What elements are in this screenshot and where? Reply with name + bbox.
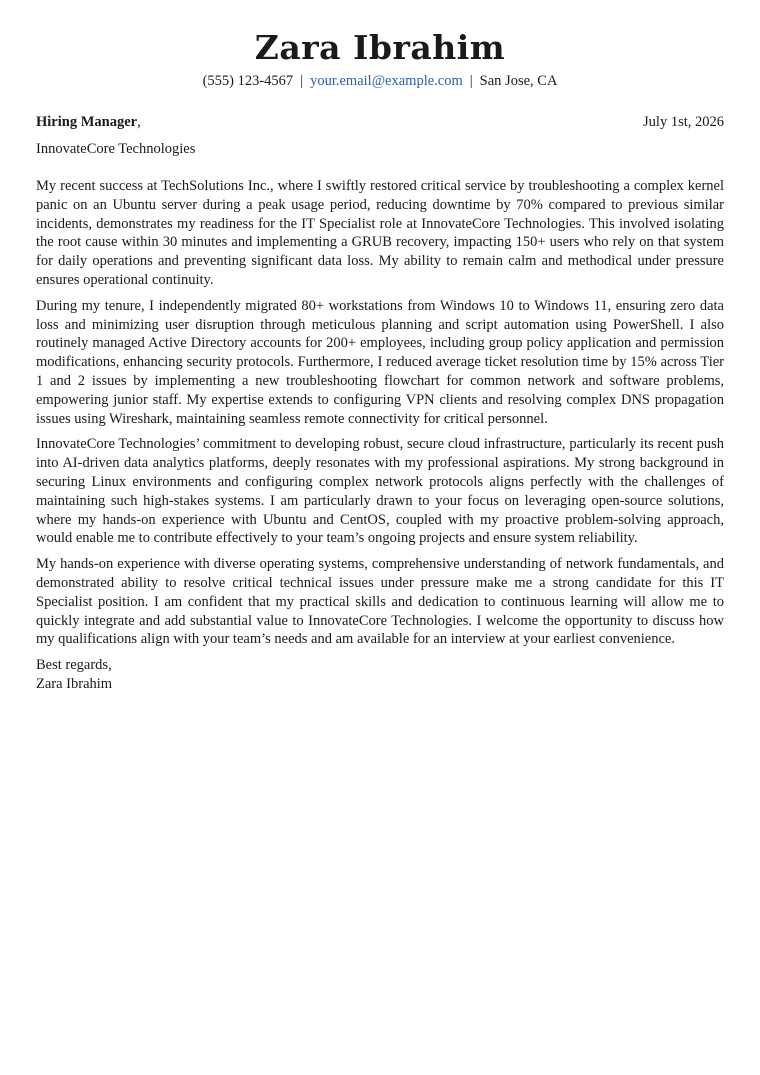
company-name: InnovateCore Technologies	[36, 141, 196, 157]
signature-name: Zara Ibrahim	[36, 675, 113, 692]
location: San Jose, CA	[479, 73, 558, 89]
contact-separator: |	[300, 73, 304, 89]
phone-number: (555) 123-4567	[202, 73, 294, 89]
closing-phrase: Best regards,	[36, 657, 112, 674]
applicant-name: Zara Ibrahim	[254, 28, 506, 67]
letter-date: July 1st, 2026	[643, 114, 724, 130]
salutation	[36, 113, 141, 131]
contact-line	[36, 72, 724, 90]
body-paragraph: My hands-on experience with diverse operating systems, comprehensive understanding of network fundamentals, and demonstrated ability to resolve critical technical issues under pressure make me a strong candidate for this IT Specialist position. I am confident that my practical skills and dedication to continuous learning will allow me to quickly integrate and add substantial value to InnovateCore Technologies. I welcome the opportunity to discuss how my qualifications align with your team’s needs and am available for an interview at your earliest convenience.	[36, 556, 724, 648]
contact-separator: |	[469, 73, 473, 89]
closing-block	[36, 656, 724, 694]
body-paragraph: InnovateCore Technologies’ commitment to developing robust, secure cloud infrastructure, particularly its recent push into AI-driven data analytics platforms, deeply resonates with my professional aspirations. My strong background in securing Linux environments and configuring complex network protocols aligns perfectly with the challenges of maintaining such high-stakes systems. I am particularly drawn to your focus on leveraging open-source solutions, where my hands-on experience with Ubuntu and CentOS, coupled with my proactive problem-solving approach, would enable me to contribute effectively to your team’s ongoing projects and ensure system reliability.	[36, 436, 724, 547]
recipient-date-row	[36, 113, 724, 131]
letter-body	[36, 177, 724, 649]
body-paragraph: My recent success at TechSolutions Inc., where I swiftly restored critical service by troubleshooting a complex kernel panic on an Ubuntu server during a peak usage period, reducing downtime by 70% compared to previous similar incidents, demonstrates my readiness for the IT Specialist role at InnovateCore Technologies. This involved isolating the root cause within 30 minutes and implementing a GRUB recovery, impacting 150+ users who rely on that system for daily operations and preventing significant data loss. My ability to remain calm and methodical under pressure ensures operational continuity.	[36, 178, 724, 288]
recipient-punctuation: ,	[137, 114, 141, 130]
email-link[interactable]: your.email@example.com	[310, 73, 463, 89]
recipient-name: Hiring Manager	[36, 114, 138, 130]
body-paragraph: During my tenure, I independently migrated 80+ workstations from Windows 10 to Windows 11, ensuring zero data loss and minimizing user disruption through meticulous planning and script automation using PowerShell. I also routinely managed Active Directory accounts for 200+ employees, including group policy application and permission modifications, enhancing security protocols. Furthermore, I reduced average ticket resolution time by 15% across Tier 1 and 2 issues by implementing a new troubleshooting flowchart for common network and software problems, empowering junior staff. My expertise extends to configuring VPN clients and resolving complex DNS propagation issues using Wireshark, maintaining seamless remote connectivity for critical personnel.	[36, 297, 724, 427]
